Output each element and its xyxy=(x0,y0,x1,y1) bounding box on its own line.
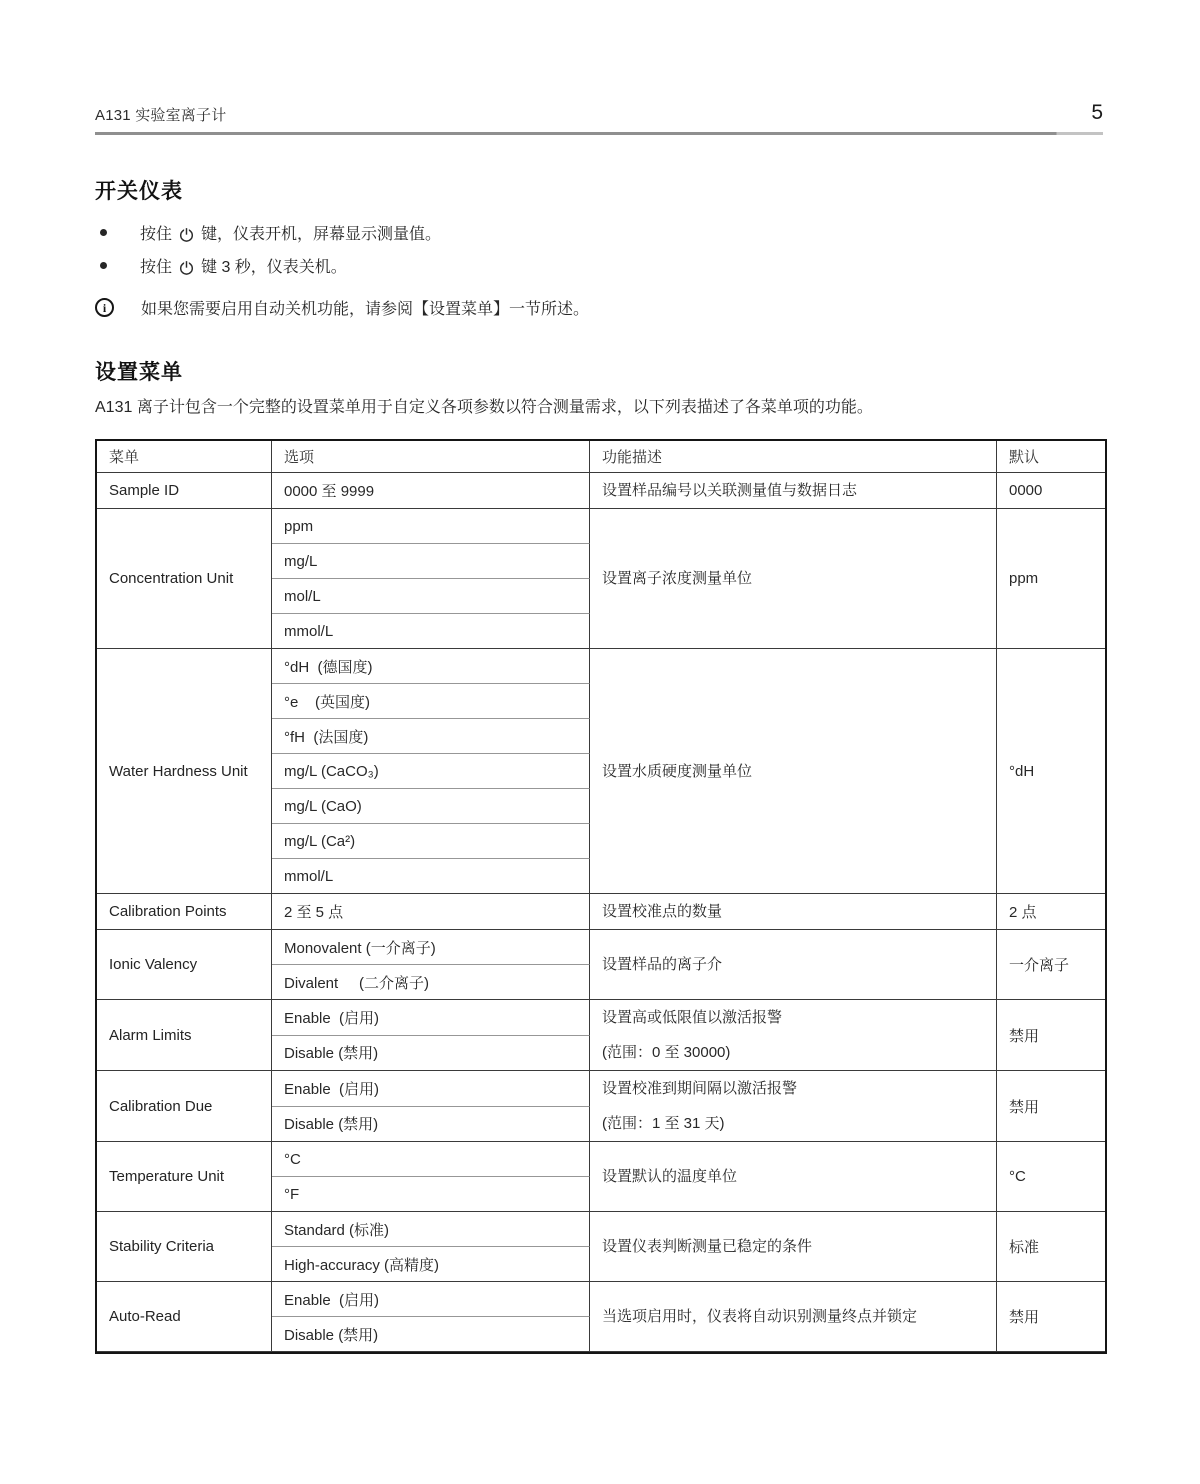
description-cell xyxy=(590,473,997,509)
doc-title: A131 实验室离子计 xyxy=(95,107,227,124)
menu-cell: Auto-Read xyxy=(97,1282,272,1352)
description-line: 当选项启用时，仪表将自动识别测量终点并锁定 xyxy=(602,1308,918,1325)
column-header-description: 功能描述 xyxy=(590,441,997,473)
menu-cell: Ionic Valency xyxy=(97,930,272,1000)
description-cell xyxy=(590,649,997,894)
table-row xyxy=(97,1142,1105,1177)
default-cell: ppm xyxy=(997,509,1105,649)
power-icon xyxy=(179,260,194,276)
table-row xyxy=(97,473,1105,509)
bullet-item xyxy=(95,249,1103,282)
option-cell: Enable (启用) xyxy=(272,1000,590,1036)
description-line: 设置默认的温度单位 xyxy=(602,1168,738,1185)
default-cell: 禁用 xyxy=(997,1000,1105,1071)
option-cell: Standard (标准) xyxy=(272,1212,590,1247)
table-row xyxy=(97,930,1105,965)
option-cell: 0000 至 9999 xyxy=(272,473,590,509)
option-cell: mmol/L xyxy=(272,614,590,649)
option-cell: Enable (启用) xyxy=(272,1282,590,1317)
option-cell: °e (英国度) xyxy=(272,684,590,719)
option-cell: ppm xyxy=(272,509,590,544)
description-line: (范围：1 至 31 天) xyxy=(602,1115,725,1132)
bullet-text-pre: 按住 xyxy=(140,226,173,243)
default-cell: 一介离子 xyxy=(997,930,1105,1000)
table-row xyxy=(97,1282,1105,1317)
description-line: 设置校准到期间隔以激活报警 xyxy=(602,1080,798,1097)
default-cell: °C xyxy=(997,1142,1105,1212)
table-row xyxy=(97,894,1105,930)
document-page xyxy=(95,0,1103,1354)
default-cell: 标准 xyxy=(997,1212,1105,1282)
option-cell: mol/L xyxy=(272,579,590,614)
menu-cell: Calibration Points xyxy=(97,894,272,930)
table-row xyxy=(97,1000,1105,1036)
bullet-text-post: 键，仪表开机，屏幕显示测量值。 xyxy=(201,226,442,243)
column-header-default: 默认 xyxy=(997,441,1105,473)
menu-cell: Temperature Unit xyxy=(97,1142,272,1212)
power-icon xyxy=(179,227,194,243)
option-cell: mmol/L xyxy=(272,859,590,894)
description-line: 设置样品的离子介 xyxy=(602,956,723,973)
option-cell: mg/L (CaCO₃) xyxy=(272,754,590,789)
bullet-list xyxy=(95,216,1103,282)
table-header-row xyxy=(97,441,1105,473)
option-cell: °C xyxy=(272,1142,590,1177)
menu-cell: Stability Criteria xyxy=(97,1212,272,1282)
option-cell: °F xyxy=(272,1177,590,1212)
description-line: 设置离子浓度测量单位 xyxy=(602,570,753,587)
description-line: 设置校准点的数量 xyxy=(602,903,723,920)
table-row xyxy=(97,1071,1105,1107)
section-heading-power: 开关仪表 xyxy=(95,180,183,203)
option-cell: 2 至 5 点 xyxy=(272,894,590,930)
description-line: 设置水质硬度测量单位 xyxy=(602,762,753,780)
option-cell: mg/L (CaO) xyxy=(272,789,590,824)
option-cell: Enable (启用) xyxy=(272,1071,590,1107)
table-row xyxy=(97,509,1105,544)
column-header-menu: 菜单 xyxy=(97,441,272,473)
option-cell: Disable (禁用) xyxy=(272,1317,590,1352)
menu-cell: Sample ID xyxy=(97,473,272,509)
note-text: 如果您需要启用自动关机功能，请参阅【设置菜单】一节所述。 xyxy=(141,301,590,318)
header-rule xyxy=(95,132,1103,135)
bullet-text-post: 键 3 秒，仪表关机。 xyxy=(201,259,347,276)
description-cell xyxy=(590,1282,997,1352)
default-cell: 禁用 xyxy=(997,1282,1105,1352)
bullet-icon xyxy=(100,262,107,269)
table-row xyxy=(97,1212,1105,1247)
bullet-icon xyxy=(100,229,107,236)
page-number: 5 xyxy=(1091,101,1103,124)
description-cell xyxy=(590,509,997,649)
option-cell: °dH (德国度) xyxy=(272,649,590,684)
column-header-options: 选项 xyxy=(272,441,590,473)
option-cell: °fH (法国度) xyxy=(272,719,590,754)
table-row xyxy=(97,649,1105,684)
option-cell: Disable (禁用) xyxy=(272,1107,590,1143)
description-cell xyxy=(590,1000,997,1071)
option-cell: mg/L xyxy=(272,544,590,579)
section-heading-settings: 设置菜单 xyxy=(95,361,183,384)
description-cell xyxy=(590,930,997,1000)
menu-cell: Alarm Limits xyxy=(97,1000,272,1071)
bullet-text-pre: 按住 xyxy=(140,259,173,276)
description-cell xyxy=(590,894,997,930)
option-cell: Disable (禁用) xyxy=(272,1036,590,1072)
menu-cell: Calibration Due xyxy=(97,1071,272,1142)
info-note xyxy=(95,296,1103,319)
info-icon: i xyxy=(95,298,114,317)
option-cell: High-accuracy (高精度) xyxy=(272,1247,590,1282)
description-line: (范围：0 至 30000) xyxy=(602,1044,731,1061)
description-line: 设置仪表判断测量已稳定的条件 xyxy=(602,1238,813,1255)
default-cell: 0000 xyxy=(997,473,1105,509)
option-cell: Monovalent (一介离子) xyxy=(272,930,590,965)
settings-table xyxy=(95,439,1107,1354)
intro-text: A131 离子计包含一个完整的设置菜单用于自定义各项参数以符合测量需求，以下列表描述了各菜单项的功能。 xyxy=(95,399,873,416)
running-header xyxy=(95,0,1103,125)
description-cell xyxy=(590,1142,997,1212)
description-cell xyxy=(590,1212,997,1282)
default-cell: 2 点 xyxy=(997,894,1105,930)
default-cell: 禁用 xyxy=(997,1071,1105,1142)
default-cell: °dH xyxy=(997,649,1105,894)
description-cell xyxy=(590,1071,997,1142)
menu-cell: Water Hardness Unit xyxy=(97,649,272,894)
description-line: 设置样品编号以关联测量值与数据日志 xyxy=(602,482,858,499)
menu-cell: Concentration Unit xyxy=(97,509,272,649)
option-cell: mg/L (Ca²) xyxy=(272,824,590,859)
bullet-item xyxy=(95,216,1103,249)
description-line: 设置高或低限值以激活报警 xyxy=(602,1009,783,1026)
option-cell: Divalent (二介离子) xyxy=(272,965,590,1000)
